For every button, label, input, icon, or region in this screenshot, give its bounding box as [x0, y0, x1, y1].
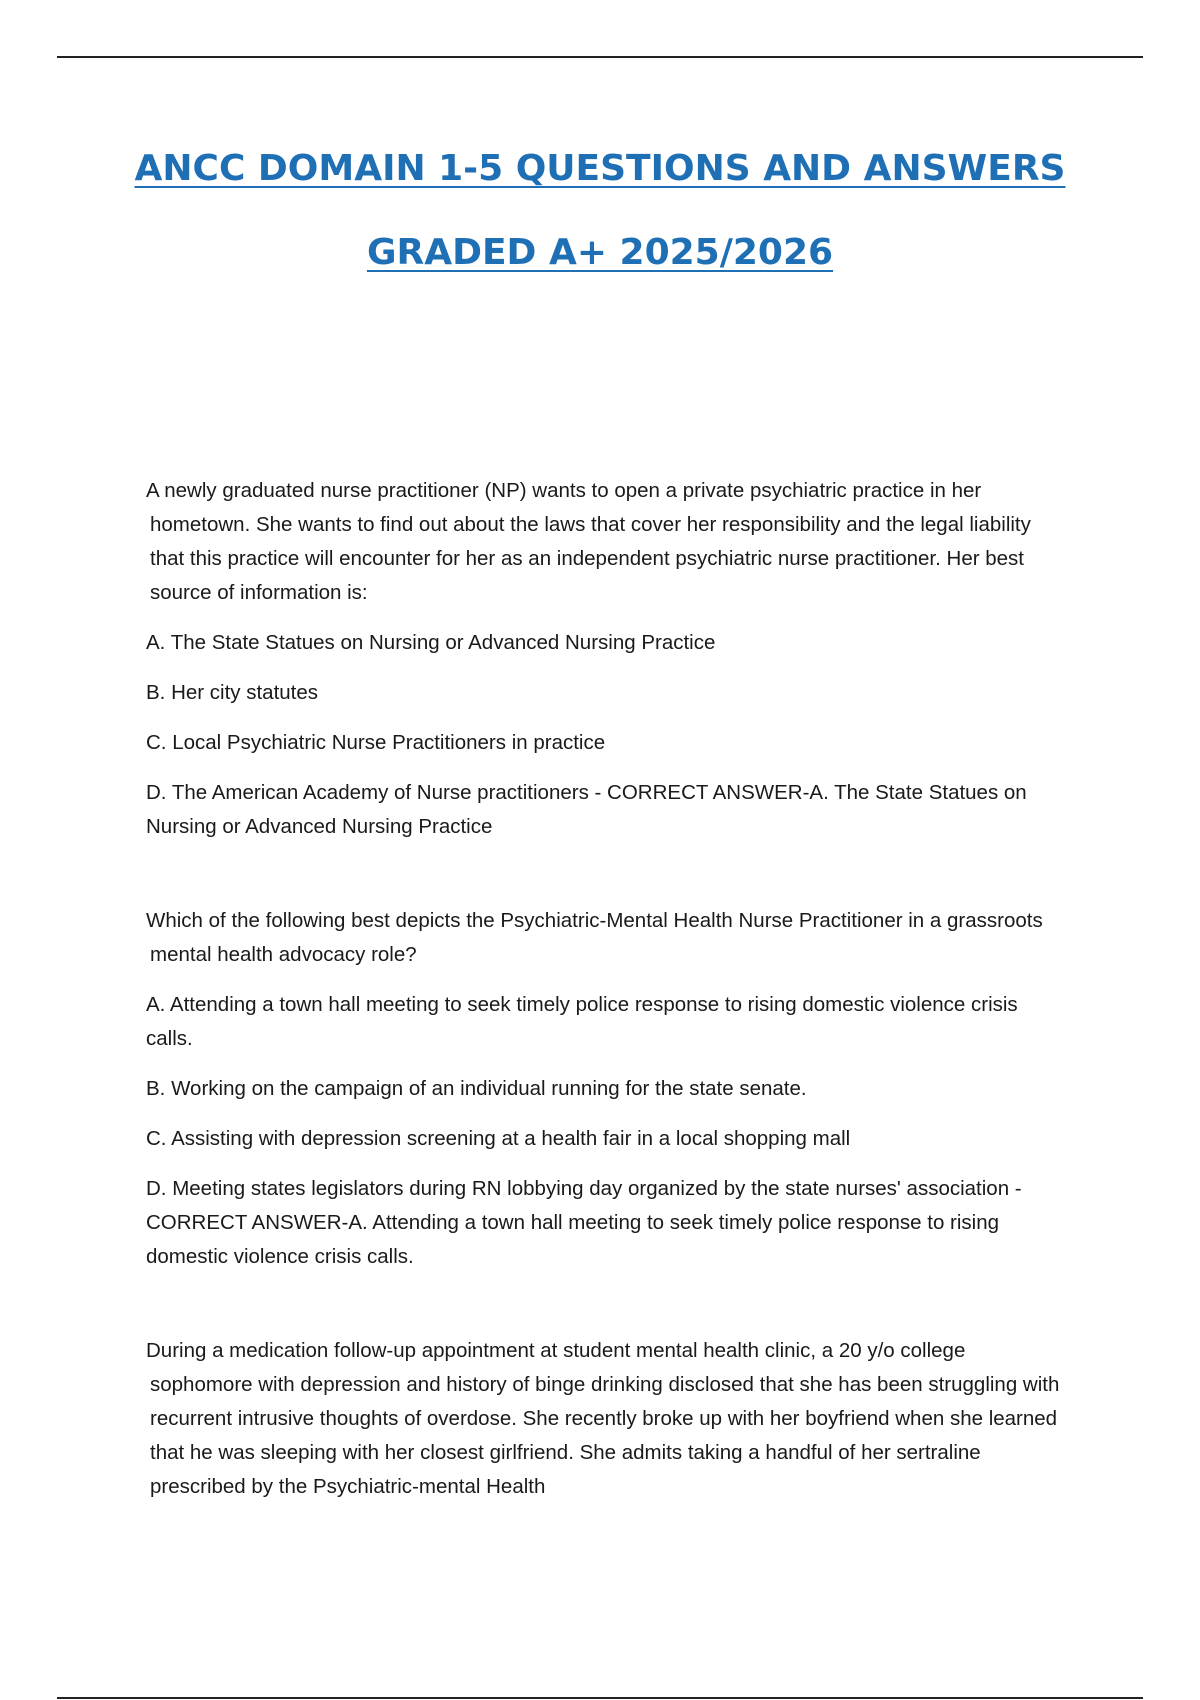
question-text: Which of the following best depicts the Psychiatric-Mental Health Nurse Practitioner in a grassroots mental health advocacy role? [146, 909, 1043, 966]
bottom-rule [57, 1697, 1143, 1699]
answer-option-d: D. The American Academy of Nurse practitioners - CORRECT ANSWER-A. The State Statues on Nursing or Advanced Nursing Practice [146, 781, 1027, 838]
question-block-3 [146, 1334, 1066, 1504]
answer-option-c: C. Assisting with depression screening at a health fair in a local shopping mall [146, 1127, 851, 1150]
document-title-line-2: GRADED A+ 2025/2026 [366, 232, 834, 273]
question-block-1 [146, 474, 1066, 844]
answer-option-d: D. Meeting states legislators during RN lobbying day organized by the state nurses' association - CORRECT ANSWER-A. Attending a town hall meeting to seek timely police response to rising domestic violence crisis calls. [146, 1177, 1022, 1268]
question-text: During a medication follow-up appointment at student mental health clinic, a 20 y/o college sophomore with depression and history of binge drinking disclosed that she has been struggling with recurrent intrusive thoughts of overdose. She recently broke up with her boyfriend when she learned that he was sleeping with her closest girlfriend. She admits taking a handful of her sertraline prescribed by the Psychiatric-mental Health [146, 1339, 1060, 1498]
answer-option-c: C. Local Psychiatric Nurse Practitioners in practice [146, 731, 606, 754]
answer-option-b: B. Her city statutes [146, 681, 319, 704]
answer-option-b: B. Working on the campaign of an individual running for the state senate. [146, 1077, 807, 1100]
document-title-line-1: ANCC DOMAIN 1-5 QUESTIONS AND ANSWERS [134, 148, 1066, 189]
question-text: A newly graduated nurse practitioner (NP) wants to open a private psychiatric practice in her hometown. She wants to find out about the laws that cover her responsibility and the legal liability that this practice will encounter for her as an independent psychiatric nurse practitioner. Her best source of information is: [146, 479, 1031, 604]
document-body [146, 474, 1066, 1564]
answer-option-a: A. Attending a town hall meeting to seek timely police response to rising domestic violence crisis calls. [146, 993, 1018, 1050]
question-block-2 [146, 904, 1066, 1274]
top-rule [57, 56, 1143, 58]
answer-option-a: A. The State Statues on Nursing or Advanced Nursing Practice [146, 631, 716, 654]
